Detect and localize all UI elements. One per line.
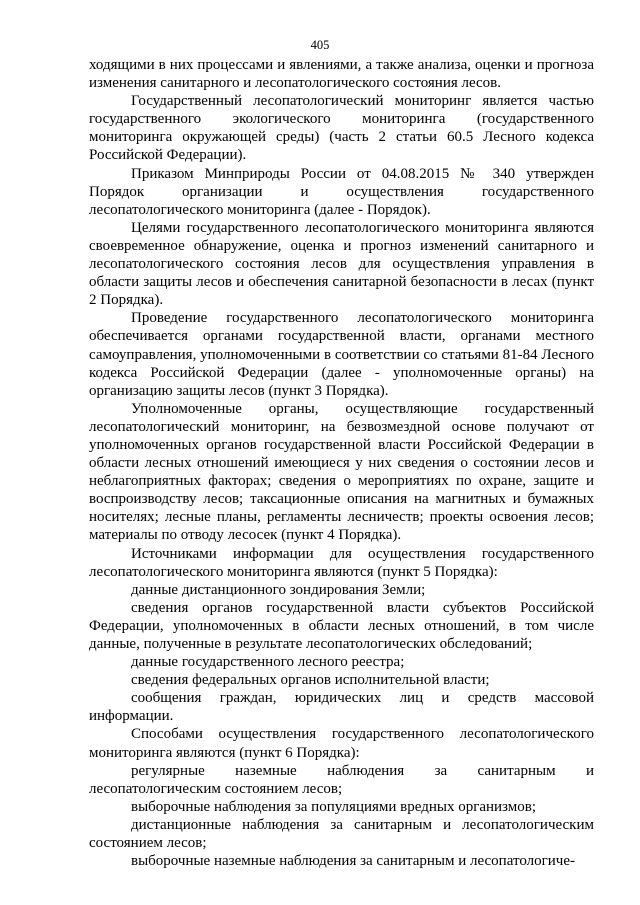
list-item-citizen-reports: сообщения граждан, юридических лиц и средств массовой информации. [89,690,594,725]
document-body [89,56,594,870]
list-item-selective-ground-observation: выборочные наземные наблюдения за санитарным и лесопатологиче- [131,853,576,870]
list-item-federal-authorities: сведения федеральных органов исполнительной власти; [131,672,490,689]
list-item-population-observation: выборочные наблюдения за популяциями вредных организмов; [131,798,537,815]
paragraph-continuation: ходящими в них процессами и явлениями, а также анализа, оценки и прогноза изменения санитарного и лесопатологического состояния лесов. [89,57,594,92]
list-item-remote-observation: дистанционные наблюдения за санитарным и лесопатологическим состоянием лесов; [89,816,594,852]
list-item-remote-sensing: данные дистанционного зондирования Земли; [131,581,426,598]
paragraph-implementation: Проведение государственного лесопатологического мониторинга обеспечивается органами государственной власти, органами местного самоуправления, уполномоченными в соответствии со статьями 81-84 Лесного кодекса Российской Федерации (далее - уполномоченные органы) на организацию защиты лесов (пункт 3 Порядка). [89,310,594,399]
paragraph-monitoring-definition: Государственный лесопатологический мониторинг является частью государственного экологического мониторинга (государственного мониторинга окружающей среды) (часть 2 статьи 60.5 Лесного кодекса Российской Федерации). [89,93,594,164]
list-item-forest-registry: данные государственного лесного реестра; [131,654,405,671]
list-item-regular-ground-observation: регулярные наземные наблюдения за санитарным и лесопатологическим состоянием лесов; [89,762,594,797]
paragraph-monitoring-methods: Способами осуществления государственного лесопатологического мониторинга являются (пункт 6 Порядка): [89,726,594,761]
list-item-regional-authorities: сведения органов государственной власти субъектов Российской Федерации, уполномоченных в области лесных отношений, в том числе данные, полученные в результате лесопатологических обследований; [89,599,594,652]
paragraph-goals: Целями государственного лесопатологического мониторинга являются своевременное обнаружение, оценка и прогноз изменений санитарного и лесопатологического состояния лесов для осуществления управления в области защиты лесов и обеспечения санитарной безопасности в лесах (пункт 2 Порядка). [89,219,594,309]
paragraph-authorized-bodies: Уполномоченные органы, осуществляющие государственный лесопатологический мониторинг, на безвозмездной основе получают от уполномоченных органов государственной власти Российской Федерации в области лесных отношений имеющиеся у них сведения о состоянии лесов и неблагоприятных факторах; сведения о мероприятиях по охране, защите и воспроизводству лесов; таксационные описания на магнитных и бумажных носителях; лесные планы, регламенты лесничеств; проекты освоения лесов; материалы по отводу лесосек (пункт 4 Порядка). [89,400,594,544]
page-number: 405 [310,38,330,52]
paragraph-order-340: Приказом Минприроды России от 04.08.2015 № 340 утвержден Порядок организации и осуществления государственного лесопатологического мониторинга (далее - Порядок). [89,165,594,218]
paragraph-information-sources: Источниками информации для осуществления государственного лесопатологического мониторинга являются (пункт 5 Порядка): [89,545,594,580]
